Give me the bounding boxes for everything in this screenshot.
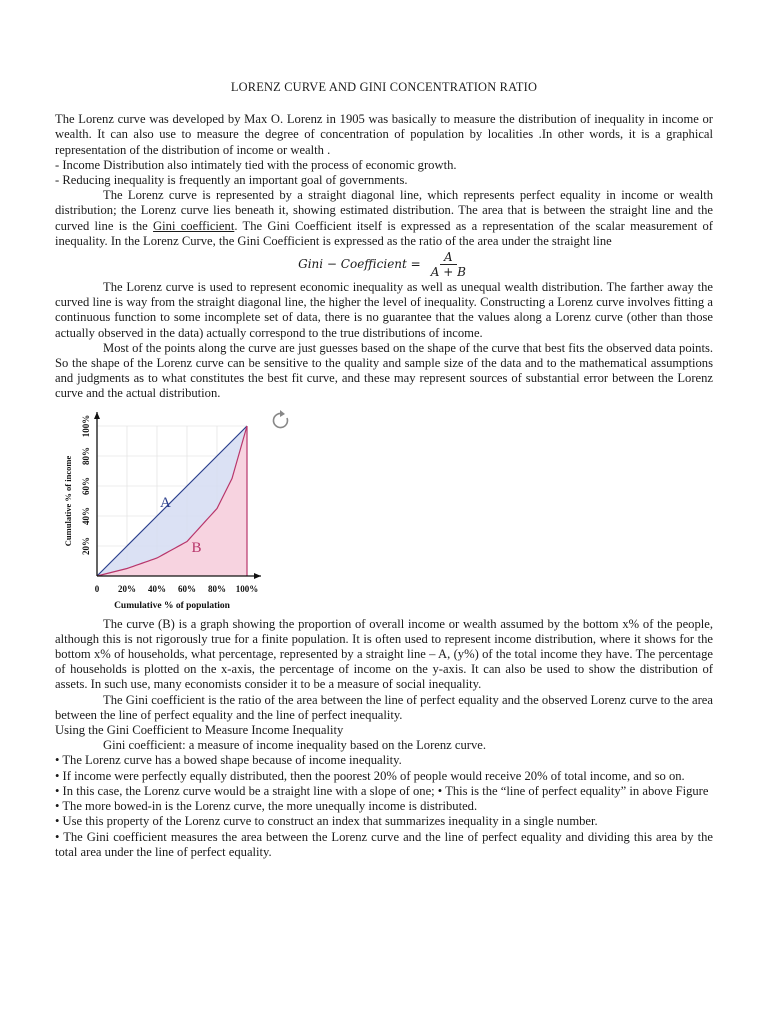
paragraph-lorenz-representation (55, 188, 713, 249)
bullet-gini-measures: • The Gini coefficient measures the area between the Lorenz curve and the line of perfect equality and dividing this area by the total area under the line of perfect equality. (55, 829, 713, 859)
bullet-income-distribution: - Income Distribution also intimately tied with the process of economic growth. (55, 157, 457, 172)
y-tick-label: 40% (81, 506, 91, 525)
bullet-index-property: • Use this property of the Lorenz curve to construct an index that summarizes inequality in a single number. (55, 814, 598, 829)
gini-coefficient-link[interactable]: Gini coefficient (153, 218, 235, 233)
x-tick-label: 60% (178, 583, 196, 594)
bullet-equal-distribution: • If income were perfectly equally distributed, then the poorest 20% of people would receive 20% of total income, and so on. (55, 768, 685, 783)
formula-denominator: A + B (430, 265, 466, 280)
formula-lhs: Gini − Coefficient = (298, 256, 421, 271)
bullet-straight-line: • In this case, the Lorenz curve would be a straight line with a slope of one; • This is the “line of perfect equality” in above Figure (55, 783, 709, 798)
gini-formula (55, 250, 713, 279)
formula-numerator: A (440, 250, 457, 265)
y-axis-title: Cumulative % of income (63, 455, 73, 546)
x-tick-label: 0 (94, 583, 100, 594)
area-label-b: B (191, 539, 202, 556)
lorenz-curve-figure (49, 406, 299, 611)
paragraph-gini-definition: Gini coefficient: a measure of income inequality based on the Lorenz curve. (103, 738, 487, 753)
section-heading-using-gini: Using the Gini Coefficient to Measure Income Inequality (55, 723, 344, 738)
bullet-bowed-shape: • The Lorenz curve has a bowed shape because of income inequality. (55, 753, 402, 768)
page-title: LORENZ CURVE AND GINI CONCENTRATION RATIO (230, 80, 538, 94)
text-segment: . The Gini Coefficient itself is expressed as a representation of the scalar measurement of inequality. In the Lorenz Curve, the Gini Coefficient is expressed as the ratio of the area under the straight line (55, 218, 714, 248)
text-segment: The Lorenz curve is represented by a straight diagonal line, which represents perfect equality in income or wealth distribution; the Lorenz curve lies beneath it, showing estimated distribution. The area that is between the straight line and the curved line is the (55, 188, 713, 233)
x-axis-title: Cumulative % of population (114, 600, 230, 611)
document-page (55, 80, 713, 860)
bullet-reducing-inequality: - Reducing inequality is frequently an important goal of governments. (55, 173, 408, 188)
x-tick-label: 20% (118, 583, 136, 594)
x-axis-arrow (254, 573, 261, 579)
paragraph-economic-inequality: The Lorenz curve is used to represent economic inequality as well as unequal wealth distribution. The farther away the curved line is way from the straight diagonal line, the higher the level of inequality. Constructing a Lorenz curve involves fitting a continuous function to some incomplete set of data, there is no guarantee that the values along a Lorenz curve (other than those actually observed in the data) actually correspond to the true distributions of income. (55, 280, 713, 340)
area-label-a: A (160, 494, 171, 511)
x-tick-label: 100% (235, 583, 259, 594)
paragraph-curve-guesses: Most of the points along the curve are just guesses based on the shape of the curve that best fits the observed data points. So the shape of the Lorenz curve can be sensitive to the quality and sample size of the data and to the mathematical assumptions and judgments as to what constitutes the best fit curve, and these may represent sources of substantial error between the Lorenz curve and the actual distribution. (55, 340, 713, 401)
y-axis-arrow (94, 412, 100, 419)
paragraph-curve-b: The curve (B) is a graph showing the proportion of overall income or wealth assumed by the bottom x% of the people, although this is not rigorously true for a finite population. It is often used to represent income distribution, where it shows for the bottom x% of households, what percentage, represented by a straight line – A, (y%) of the total income they have. The percentage of households is plotted on the x-axis, the percentage of income on the y-axis. It can also be used to show the distribution of assets. In such use, many economists consider it to be a measure of social inequality. (55, 616, 713, 692)
lorenz-chart (49, 406, 299, 611)
y-tick-label: 60% (81, 476, 91, 495)
refresh-icon[interactable] (273, 410, 287, 428)
y-tick-label: 20% (81, 536, 91, 555)
formula-fraction (427, 250, 470, 279)
paragraph-gini-ratio: The Gini coefficient is the ratio of the area between the line of perfect equality and the observed Lorenz curve to the area between the line of perfect equality and the line of perfect inequality. (55, 692, 713, 722)
y-tick-label: 80% (81, 446, 91, 465)
bullet-more-bowed: • The more bowed-in is the Lorenz curve, the more unequally income is distributed. (55, 799, 478, 814)
x-tick-label: 40% (148, 583, 166, 594)
y-tick-label: 100% (81, 414, 91, 437)
x-tick-label: 80% (208, 583, 226, 594)
paragraph-intro: The Lorenz curve was developed by Max O. Lorenz in 1905 was basically to measure the distribution of inequality in income or wealth. It can also use to measure the degree of concentration of population by localities .In other words, it is a graphical representation of the distribution of income or wealth . (55, 112, 713, 157)
